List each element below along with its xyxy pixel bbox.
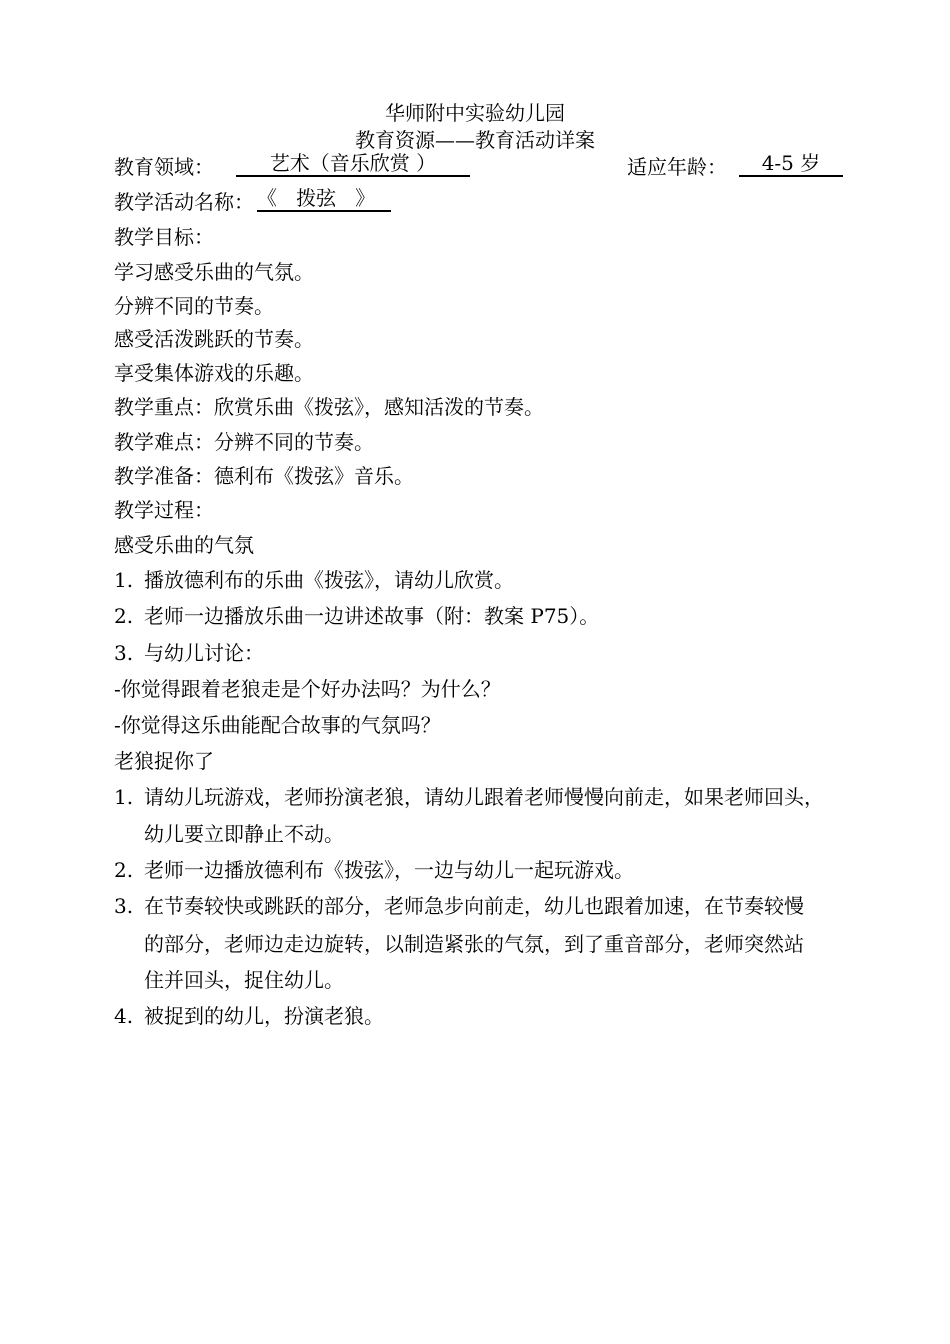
list-item [114, 890, 804, 919]
step-text: 与幼儿讨论： [144, 641, 264, 665]
activity-value: 《 拨弦 》 [257, 186, 391, 212]
step-text: 被捉到的幼儿，扮演老狼。 [144, 1004, 384, 1028]
preparation: 教学准备：德利布《拨弦》音乐。 [114, 464, 414, 488]
difficulty: 教学难点：分辨不同的节奏。 [114, 430, 374, 454]
step-text-continued: 住并回头，捉住幼儿。 [144, 968, 344, 992]
goals-heading: 教学目标： [114, 225, 214, 249]
step-text: 在节奏较快或跳跃的部分，老师急步向前走，幼儿也跟着加速，在节奏较慢 [144, 894, 804, 918]
key-point: 教学重点：欣赏乐曲《拨弦》，感知活泼的节奏。 [114, 395, 544, 419]
school-name: 华师附中实验幼儿园 [385, 101, 565, 125]
domain-label: 教育领域： [114, 155, 214, 179]
step-number: 1. [114, 785, 134, 809]
section-title: 老狼捉你了 [114, 749, 214, 773]
step-text: 请幼儿玩游戏，老师扮演老狼，请幼儿跟着老师慢慢向前走，如果老师回头， [144, 785, 824, 809]
section-title: 感受乐曲的气氛 [114, 533, 254, 557]
step-number: 2. [114, 604, 134, 628]
goal-item: 分辨不同的节奏。 [114, 294, 274, 318]
goal-item: 学习感受乐曲的气氛。 [114, 260, 314, 284]
list-item [114, 637, 264, 666]
list-item [114, 854, 634, 883]
step-text: 老师一边播放乐曲一边讲述故事（附：教案 P75）。 [144, 604, 600, 628]
list-item [114, 781, 824, 810]
discussion-question: -你觉得这乐曲能配合故事的气氛吗？ [114, 713, 441, 737]
age-label: 适应年龄： [627, 155, 727, 179]
step-number: 3. [114, 641, 134, 665]
list-item [114, 1000, 384, 1029]
goal-item: 感受活泼跳跃的节奏。 [114, 327, 314, 351]
step-number: 1. [114, 568, 134, 592]
list-item [114, 564, 514, 593]
step-text-continued: 幼儿要立即静止不动。 [144, 822, 344, 846]
step-number: 3. [114, 894, 134, 918]
step-text: 播放德利布的乐曲《拨弦》，请幼儿欣赏。 [144, 568, 514, 592]
step-number: 2. [114, 858, 134, 882]
document-subtitle: 教育资源——教育活动详案 [355, 128, 595, 152]
list-item [114, 600, 599, 629]
process-heading: 教学过程： [114, 498, 214, 522]
age-value: 4-5 岁 [739, 151, 843, 177]
activity-label: 教学活动名称： [114, 190, 254, 214]
step-text-continued: 的部分，老师边走边旋转，以制造紧张的气氛，到了重音部分，老师突然站 [144, 932, 804, 956]
step-number: 4. [114, 1004, 134, 1028]
step-text: 老师一边播放德利布《拨弦》，一边与幼儿一起玩游戏。 [144, 858, 634, 882]
goal-item: 享受集体游戏的乐趣。 [114, 361, 314, 385]
discussion-question: -你觉得跟着老狼走是个好办法吗？为什么？ [114, 677, 501, 701]
domain-value: 艺术（音乐欣赏 ） [236, 151, 470, 177]
